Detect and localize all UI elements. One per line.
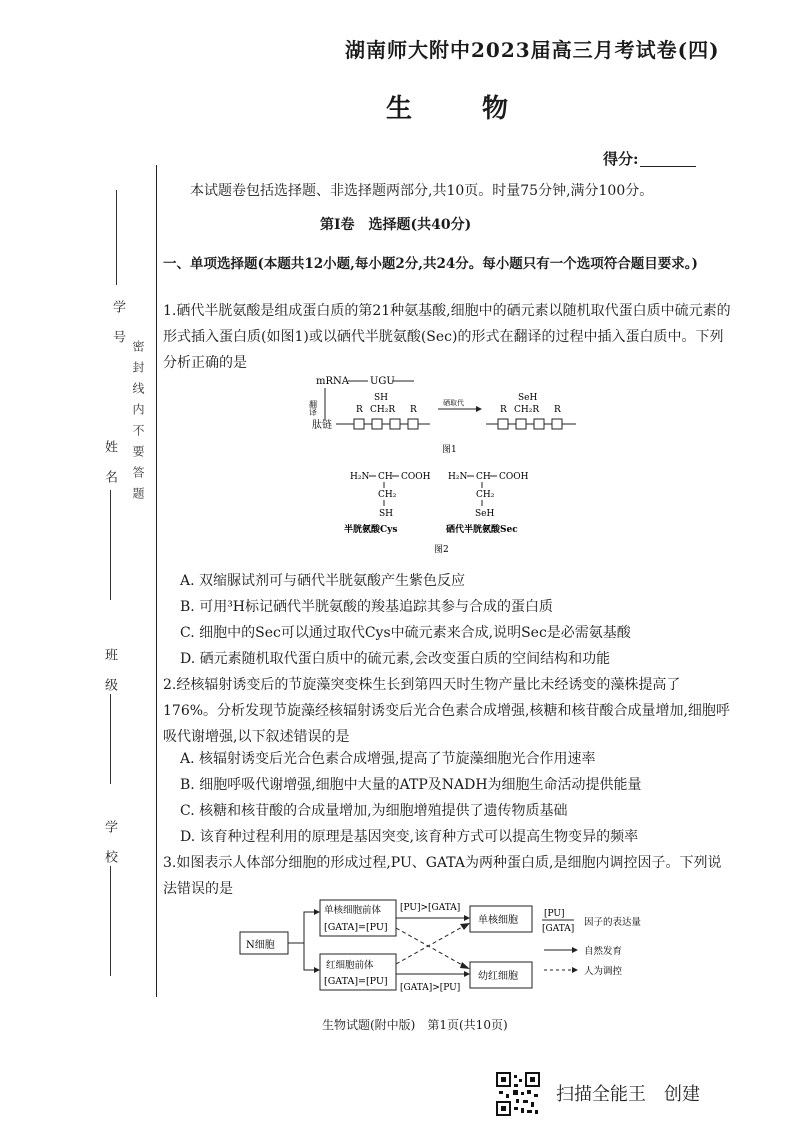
name-label: 姓 名 <box>102 440 117 485</box>
part-instructions: 一、单项选择题(本题共12小题,每小题2分,共24分。每小题只有一个选项符合题目要求。) <box>163 256 698 272</box>
fig1-translate-label: 翻译 <box>308 400 318 416</box>
legend-pu: [PU] <box>544 909 565 919</box>
seal-line-notice: 密封线内不要答题 <box>131 340 145 508</box>
school-blank <box>110 866 111 976</box>
fig1-caption: 图1 <box>442 445 457 455</box>
fig1-r-label: R <box>500 405 507 415</box>
section-title: 第Ⅰ卷 选择题(共40分) <box>320 217 472 233</box>
class-label: 班 级 <box>102 648 117 693</box>
figure-2 <box>342 466 542 556</box>
erythroid-precursor-label: 红细胞前体 <box>326 960 374 971</box>
fig1-mrna-label: mRNA <box>316 376 349 387</box>
fig2-cys-ch2: CH₂ <box>378 490 397 500</box>
legend-ratio-label: 因子的表达量 <box>584 917 642 928</box>
fig1-ch2r-label: CH₂R <box>514 405 540 415</box>
name-blank <box>110 490 111 600</box>
q1-option-d[interactable]: D. 硒元素随机取代蛋白质中的硫元素,会改变蛋白质的空间结构和功能 <box>180 651 611 667</box>
fig2-cys-alpha: CH <box>378 472 393 482</box>
q1-option-c[interactable]: C. 细胞中的Sec可以通过取代Cys中硫元素来合成,说明Sec是必需氨基酸 <box>180 625 631 641</box>
fig2-sec-amino: H₂N <box>448 472 468 482</box>
fig2-cys-sh: SH <box>379 509 394 519</box>
fig1-r-label: R <box>554 405 561 415</box>
student-id-label: 学 号 <box>110 300 125 345</box>
legend-gata: [GATA] <box>542 924 575 934</box>
legend-artificial: 人为调控 <box>584 966 623 977</box>
fig2-cys-label: 半胱氨酸Cys <box>344 525 398 535</box>
qr-code-icon <box>496 1072 540 1116</box>
student-id-blank <box>116 190 117 285</box>
figure-3-cell-differentiation-diagram <box>238 898 678 998</box>
fig1-codon-label: UGU <box>370 376 395 387</box>
school-label: 学 校 <box>102 820 117 865</box>
q2-option-d[interactable]: D. 该育种过程利用的原理是基因突变,该育种方式可以提高生物变异的频率 <box>180 829 639 845</box>
fig2-caption: 图2 <box>434 545 449 555</box>
fig2-cys-amino: H₂N <box>350 472 370 482</box>
monocyte-precursor-ratio: [GATA]=[PU] <box>324 922 388 933</box>
fig1-sh-label: SH <box>374 393 389 403</box>
page-footer: 生物试题(附中版) 第1页(共10页) <box>322 1018 508 1032</box>
legend-natural: 自然发育 <box>584 946 623 957</box>
fig1-r-label: R <box>410 405 417 415</box>
score-blank[interactable] <box>640 166 696 167</box>
n-cell-label: N细胞 <box>246 940 275 951</box>
fig2-sec-label: 硒代半胱氨酸Sec <box>446 525 518 535</box>
q1-option-a[interactable]: A. 双缩脲试剂可与硒代半胱氨酸产生紫色反应 <box>180 573 466 589</box>
fig2-sec-alpha: CH <box>476 472 491 482</box>
fig1-r-label: R <box>356 405 363 415</box>
fig2-sec-seh: SeH <box>475 509 495 519</box>
fig1-arrow-label: 硒取代 <box>443 399 464 407</box>
class-blank <box>110 694 111 784</box>
q2-option-a[interactable]: A. 核辐射诱变后光合色素合成增强,提高了节旋藻细胞光合作用速率 <box>180 751 596 767</box>
condition-bottom: [GATA]>[PU] <box>400 983 461 993</box>
fig2-sec-ch2: CH₂ <box>476 490 495 500</box>
monocyte-precursor-label: 单核细胞前体 <box>324 905 382 916</box>
scanner-watermark: 扫描全能王 创建 <box>556 1084 700 1105</box>
erythroid-precursor-ratio: [GATA]=[PU] <box>324 976 388 987</box>
q1-option-b[interactable]: B. 可用³H标记硒代半胱氨酸的羧基追踪其参与合成的蛋白质 <box>180 599 554 615</box>
fig1-ch2r-label: CH₂R <box>370 405 396 415</box>
fig1-seh-label: SeH <box>518 393 538 403</box>
question-3-stem: 3.如图表示人体部分细胞的形成过程,PU、GATA为两种蛋白质,是细胞内调控因子。下列说法错误的是 <box>163 855 722 897</box>
fig1-chain-label: 肽链 <box>312 420 332 431</box>
erythroblast-label: 幼红细胞 <box>478 971 518 982</box>
score-label: 得分: <box>603 150 639 168</box>
condition-top: [PU]>[GATA] <box>400 903 461 913</box>
subject-title: 生 物 <box>386 94 531 124</box>
exam-title: 湖南师大附中2023届高三月考试卷(四) <box>345 38 720 62</box>
monocyte-label: 单核细胞 <box>478 915 518 926</box>
fig2-cys-carboxyl: COOH <box>401 472 431 482</box>
figure-1 <box>310 372 580 454</box>
q2-option-c[interactable]: C. 核糖和核苷酸的合成量增加,为细胞增殖提供了遗传物质基础 <box>180 803 568 819</box>
question-1-stem: 1.硒代半胱氨酸是组成蛋白质的第21种氨基酸,细胞中的硒元素以随机取代蛋白质中硫元素的形式插入蛋白质(如图1)或以硒代半胱氨酸(Sec)的形式在翻译的过程中插入蛋白质中。下列分析正确的是 <box>163 303 731 371</box>
q2-option-b[interactable]: B. 细胞呼吸代谢增强,细胞中大量的ATP及NADH为细胞生命活动提供能量 <box>180 777 642 793</box>
binding-border-line <box>156 165 157 997</box>
exam-intro: 本试题卷包括选择题、非选择题两部分,共10页。时量75分钟,满分100分。 <box>190 183 654 199</box>
question-2-stem: 2.经核辐射诱变后的节旋藻突变株生长到第四天时生物产量比未经诱变的藻株提高了176%。分析发现节旋藻经核辐射诱变后光合色素合成增强,核糖和核苷酸合成量增加,细胞呼吸代谢增强,以下叙述错误的是 <box>163 677 730 745</box>
fig2-sec-carboxyl: COOH <box>499 472 529 482</box>
